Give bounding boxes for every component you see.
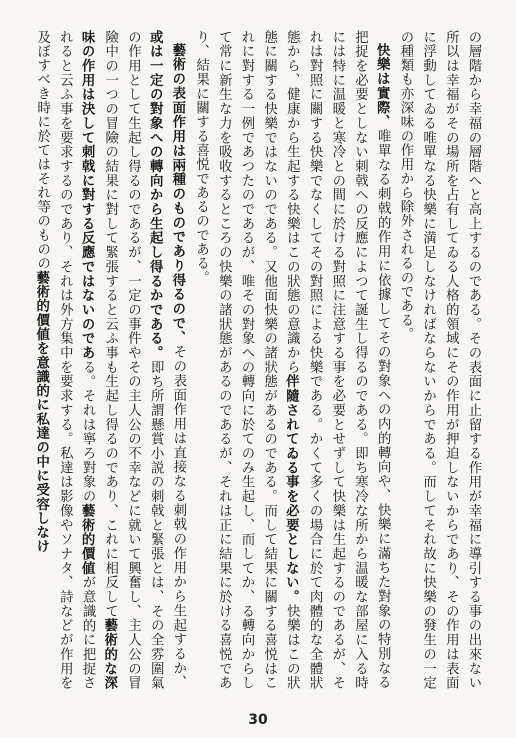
- emphasized-text: 藝術的な深味の作用は決して刺戟に對する反應ではないのであ: [79, 30, 118, 690]
- page-number: 30: [248, 712, 268, 728]
- vertical-text-body: [33, 30, 484, 691]
- emphasized-text: 快樂は實際、: [374, 43, 391, 130]
- paragraph: [393, 30, 484, 690]
- emphasized-text: 藝術的價値: [79, 503, 96, 576]
- paragraph: [189, 30, 393, 690]
- body-text: が意識的に把捉されると云ふ事を要求するのであり、それは外方集中を要求する。私達は影像やソナタ、詩などが作用を及ぼすべき時に於てはそれ等のものの: [34, 30, 96, 691]
- body-text: の層階から幸福の層階へと高上するのである。その表面に止留する作用が幸福に導引する事の出來ない所以は幸福がその場所を占有してゐる人格的領域にその作用が押迫しないからであり、その作用は表面に浮動してゐる唯單なる快樂に満足しなければならないからである。而してそれ故に快樂の發生の一定の種類も亦深味の作用から除外されるのである。: [397, 30, 481, 690]
- body-text: その表面作用は直接なる刺戟の作用から生起するか、: [170, 345, 186, 690]
- emphasized-text: 藝術の表面作用は兩種のものであり得るので、: [169, 43, 186, 346]
- body-text: 快樂はこの狀態に關する快樂ではないのである。又他面快樂の諸狀態があるのである。而して結果に關する喜悦はこれに對する一例であつたのであるが、唯その對象への轉向に於てのみ生起し、而してか、る轉向からして常に新生な力を吸收するところの快樂の諸狀態があるのであるが、それは正に結果に於ける喜悦であり、結果に關する喜悦であるのである。: [193, 30, 300, 691]
- paragraph: [30, 30, 189, 690]
- emphasized-text: 藝術的價値を意識的に私達の中に受容しなけ: [33, 270, 50, 554]
- body-text: る。それは寧ろ對象の: [80, 360, 96, 504]
- body-text: 唯單なる刺戟的作用に依據してその對象への内的轉向や、快樂に滿ちた對象の特別なる把捉を必要としない刺戟への反應によつて誕生し得るのである。即ち寒冷な所から温暖な部屋に入る時には特に温暖と寒冷との間に於ける對照に注意する事を必要とせずして快樂は生起するのであるが、それは對照に關する快樂でなくしてその對照による快樂である。かくて多くの場合に於て肉體的な全體狀態から、健康から生起する快樂はこの狀態の意識から: [284, 30, 391, 690]
- emphasized-text: 或は一定の對象への轉向から生起し得るかである。: [147, 30, 164, 361]
- emphasized-text: 伴隨されてゐる事を必要としない。: [283, 374, 300, 605]
- body-text: 即ち所謂懸賞小説の刺戟と緊張とは、その全雰圍氣の作用として生起し得るのであるが、一定の事件やその主人公の不幸などに就いて興奮し、主人公の冒險中の一つの冒險の結果に對して緊張すると云ふ事も生起し得るのであり、これに相反して: [102, 30, 164, 691]
